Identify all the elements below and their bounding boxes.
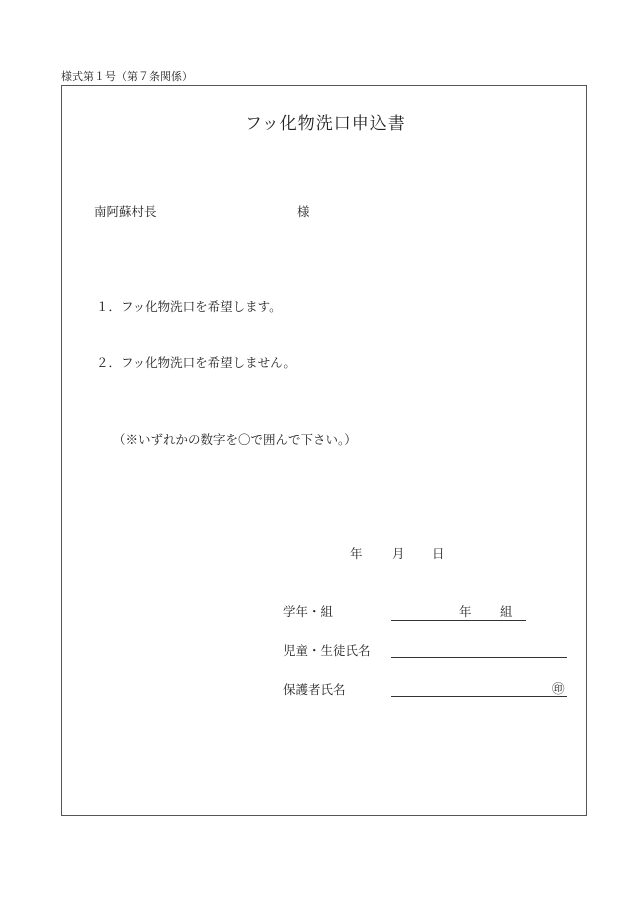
page-title: フッ化物洗口申込書 [245, 114, 406, 134]
option-1[interactable]: １．フッ化物洗口を希望します。 [96, 299, 282, 314]
grade-class-field[interactable] [391, 620, 526, 621]
date-month[interactable]: 月 [392, 546, 405, 561]
addressee: 南阿蘇村長 [94, 204, 157, 219]
instruction-note: （※いずれかの数字を〇で囲んで下さい。） [113, 432, 357, 447]
date-day[interactable]: 日 [432, 546, 445, 561]
honorific: 様 [297, 204, 310, 219]
guardian-name-field[interactable] [391, 696, 567, 697]
grade-unit: 年 [459, 604, 472, 619]
grade-class-label: 学年・組 [283, 604, 334, 619]
class-unit: 組 [500, 604, 513, 619]
form-box [61, 85, 587, 816]
option-2[interactable]: ２．フッ化物洗口を希望しません。 [96, 355, 296, 370]
seal-icon: ㊞ [552, 681, 565, 696]
form-number: 様式第１号（第７条関係） [61, 70, 193, 83]
date-year[interactable]: 年 [350, 546, 363, 561]
guardian-name-label: 保護者氏名 [283, 682, 346, 697]
student-name-field[interactable] [391, 657, 567, 658]
student-name-label: 児童・生徒氏名 [283, 643, 371, 658]
